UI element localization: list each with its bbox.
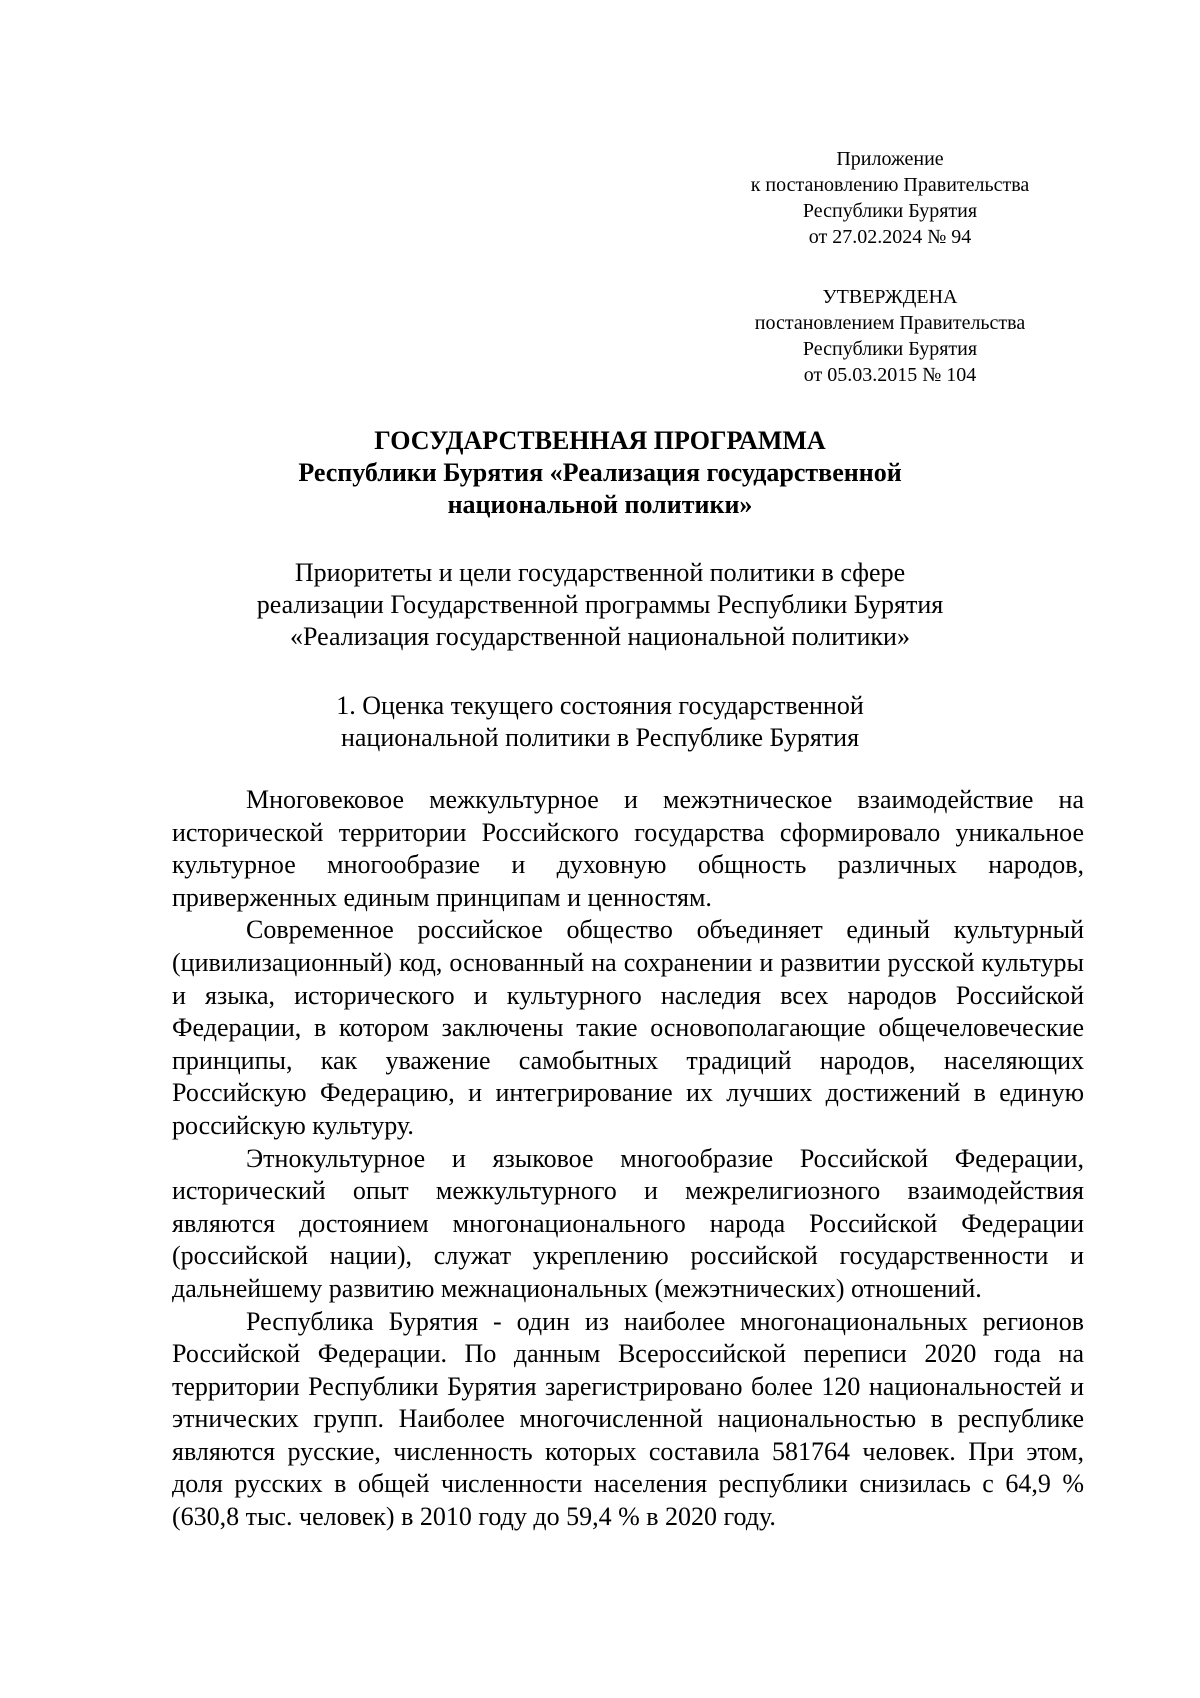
body-text xyxy=(172,784,1084,1534)
appendix-line: от 27.02.2024 № 94 xyxy=(808,226,972,248)
assessment-heading-line: национальной политики в Республике Бурятия xyxy=(340,723,860,752)
program-title xyxy=(100,425,1100,521)
program-title-line: ГОСУДАРСТВЕННАЯ ПРОГРАММА xyxy=(374,426,826,455)
approved-line: от 05.03.2015 № 104 xyxy=(803,364,977,386)
assessment-heading-line: 1. Оценка текущего состояния государственной xyxy=(336,691,864,720)
priorities-heading-line: реализации Государственной программы Республики Бурятия xyxy=(256,590,944,619)
approved-line: постановлением Правительства xyxy=(754,312,1026,334)
approved-line: Республики Бурятия xyxy=(802,338,978,360)
body-paragraph: Многовековое межкультурное и межэтническое взаимодействие на исторической территории Российского государства сформировало уникальное культурное многообразие и духовную общность различных народов, приверженных единым принципам и ценностям. xyxy=(172,785,1084,912)
approved-block xyxy=(700,284,1080,388)
program-title-line: национальной политики» xyxy=(447,490,753,519)
assessment-heading xyxy=(100,690,1100,754)
appendix-block xyxy=(700,146,1080,250)
program-title-line: Республики Бурятия «Реализация государственной xyxy=(298,458,902,487)
approved-line: УТВЕРЖДЕНА xyxy=(822,286,958,308)
appendix-line: к постановлению Правительства xyxy=(750,174,1030,196)
body-paragraph: Республика Бурятия - один из наиболее многонациональных регионов Российской Федерации. По данным Всероссийской переписи 2020 года на территории Республики Бурятия зарегистрировано более 120 национальностей и этнических групп. Наиболее многочисленной национальностью в республике являются русские, численность которых составила 581764 человек. При этом, доля русских в общей численности населения республики снизилась с 64,9 % (630,8 тыс. человек) в 2010 году до 59,4 % в 2020 году. xyxy=(172,1306,1084,1532)
priorities-heading-line: «Реализация государственной национальной политики» xyxy=(290,622,910,651)
priorities-heading-line: Приоритеты и цели государственной политики в сфере xyxy=(294,558,906,587)
appendix-line: Приложение xyxy=(836,148,944,170)
appendix-line: Республики Бурятия xyxy=(802,200,978,222)
body-paragraph: Современное российское общество объединяет единый культурный (цивилизационный) код, основанный на сохранении и развитии русской культуры и языка, исторического и культурного наследия всех народов Российской Федерации, в котором заключены такие основополагающие общечеловеческие принципы, как уважение самобытных традиций народов, населяющих Российскую Федерацию, и интегрирование их лучших достижений в единую российскую культуру. xyxy=(172,915,1084,1140)
body-paragraph: Этнокультурное и языковое многообразие Российской Федерации, исторический опыт межкультурного и межрелигиозного взаимодействия являются достоянием многонационального народа Российской Федерации (российской нации), служат укреплению российской государственности и дальнейшему развитию межнациональных (межэтнических) отношений. xyxy=(172,1143,1084,1303)
priorities-heading xyxy=(100,557,1100,653)
